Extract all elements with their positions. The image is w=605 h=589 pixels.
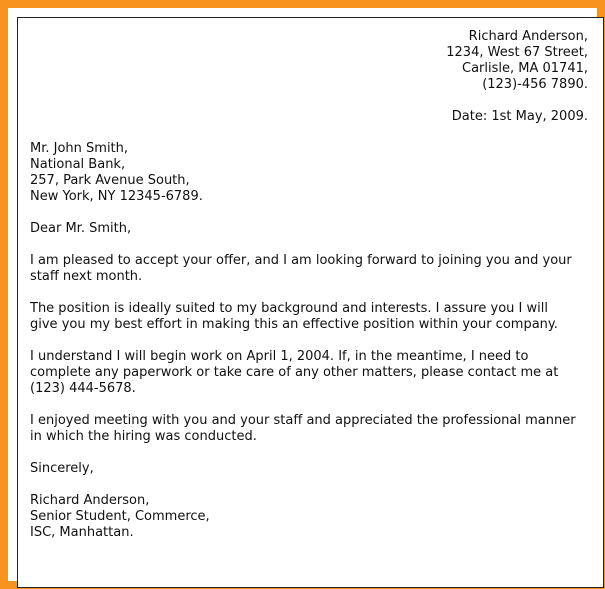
paragraph-line: I understand I will begin work on April 1, 2004. If, in the meantime, I need to (30, 349, 529, 364)
paragraph-thanks (30, 413, 590, 445)
sender-phone: (123)-456 7890. (482, 77, 588, 92)
paragraph-line: give you my best effort in making this an effective position within your company. (30, 317, 558, 332)
paragraph-line: I enjoyed meeting with you and your staff and appreciated the professional manner (30, 413, 576, 428)
recipient-street: 257, Park Avenue South, (30, 173, 190, 188)
salutation: Dear Mr. Smith, (30, 221, 132, 236)
paragraph-position (30, 301, 590, 333)
signature-org: ISC, Manhattan. (30, 525, 134, 540)
letter-panel (17, 17, 604, 588)
paragraph-line: in which the hiring was conducted. (30, 429, 257, 444)
paragraph-line: (123) 444-5678. (30, 381, 136, 396)
letter-body (30, 29, 590, 541)
letter-date: Date: 1st May, 2009. (451, 109, 588, 124)
sender-address (30, 29, 590, 93)
paragraph-line: staff next month. (30, 269, 143, 284)
signature-block (30, 493, 590, 541)
recipient-company: National Bank, (30, 157, 126, 172)
recipient-address (30, 141, 590, 205)
closing: Sincerely, (30, 461, 94, 476)
recipient-name: Mr. John Smith, (30, 141, 129, 156)
sender-name: Richard Anderson, (468, 29, 588, 44)
paragraph-line: I am pleased to accept your offer, and I am looking forward to joining you and your (30, 253, 572, 268)
signature-name: Richard Anderson, (30, 493, 150, 508)
signature-title: Senior Student, Commerce, (30, 509, 210, 524)
paragraph-acceptance (30, 253, 590, 285)
sender-street: 1234, West 67 Street, (446, 45, 588, 60)
recipient-city: New York, NY 12345-6789. (30, 189, 203, 204)
paragraph-start-date (30, 349, 590, 397)
sender-city: Carlisle, MA 01741, (462, 61, 588, 76)
paragraph-line: The position is ideally suited to my background and interests. I assure you I will (30, 301, 548, 316)
paragraph-line: complete any paperwork or take care of any other matters, please contact me at (30, 365, 559, 380)
